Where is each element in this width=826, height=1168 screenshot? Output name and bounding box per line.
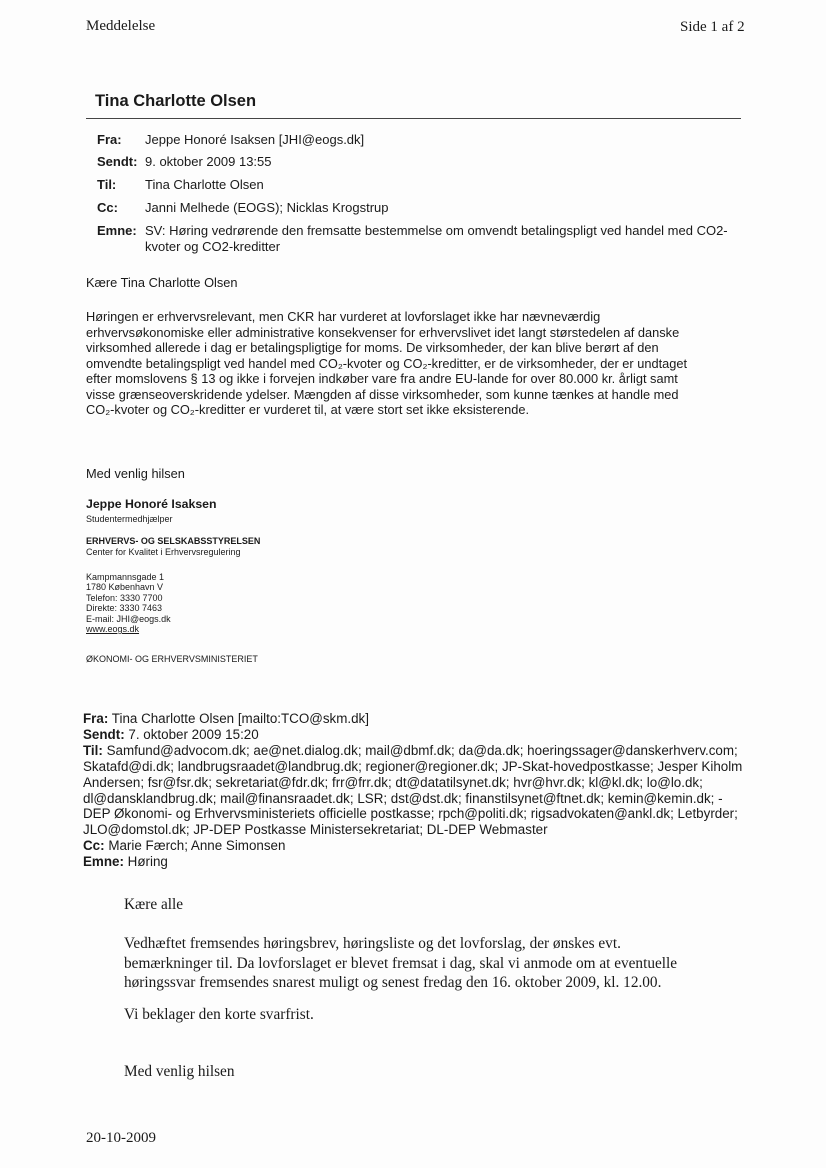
- fwd-subject-value: Høring: [127, 854, 168, 870]
- fwd-cc-row: [83, 838, 763, 854]
- page-header-title: Meddelelse: [86, 18, 156, 34]
- message-body: [86, 309, 746, 418]
- body-line: erhvervsøkonomiske eller administrative konsekvenser for erhvervslivet idet langt størstedelen af danske: [86, 324, 680, 340]
- fwd-sent-value: 7. oktober 2009 15:20: [128, 726, 259, 742]
- fwd-body-line: høringssvar fremsendes snarest muligt og senest fredag den 16. oktober 2009, kl. 12.00.: [124, 974, 662, 991]
- greeting: Kære Tina Charlotte Olsen: [86, 275, 238, 290]
- header-cc-row: [97, 200, 735, 216]
- fwd-regret-line: Vi beklager den korte svarfrist.: [124, 1006, 314, 1023]
- fwd-to-line: Samfund@advocom.dk; ae@net.dialog.dk; mail@dbmf.dk; da@da.dk; hoeringssager@danskerhverv.com;: [106, 742, 738, 758]
- header-cc-value: Janni Melhede (EOGS); Nicklas Krogstrup: [145, 200, 389, 215]
- header-to-key: Til:: [97, 177, 117, 192]
- signature-address-line: 1780 København V: [86, 582, 164, 593]
- fwd-to-key: Til:: [83, 742, 103, 758]
- signature-address-line: Direkte: 3330 7463: [86, 603, 163, 614]
- header-subject-value: SV: Høring vedrørende den fremsatte bestemmelse om omvendt betalingspligt ved handel med CO2-kvoter og CO2-kreditter: [145, 223, 728, 254]
- body-line: virksomhed allerede i dag er betalingspligtige for moms. De virksomheder, der kan blive berørt af den: [86, 340, 659, 355]
- fwd-cc-key: Cc:: [83, 838, 105, 854]
- header-from-key: Fra:: [97, 132, 122, 147]
- forwarded-headers: [83, 711, 763, 870]
- header-subject-row: [97, 223, 735, 255]
- header-from-row: [97, 132, 735, 148]
- signature-organization: ERHVERVS- OG SELSKABSSTYRELSEN: [86, 536, 261, 546]
- fwd-to-line: Skatafd@di.dk; landbrugsraadet@landbrug.dk; regioner@regioner.dk; JP-Skat-hovedpostkasse; Jesper Kiholm: [83, 758, 743, 774]
- body-line: CO₂-kvoter og CO₂-kreditter er vurderet til, at være stort set ikke eksisterende.: [86, 402, 530, 417]
- header-cc-key: Cc:: [97, 200, 118, 215]
- closing: Med venlig hilsen: [86, 466, 185, 481]
- signature-address-line: Telefon: 3330 7700: [86, 592, 163, 603]
- fwd-sent-key: Sendt:: [83, 726, 125, 742]
- fwd-subject-key: Emne:: [83, 854, 124, 870]
- signature-ministry: ØKONOMI- OG ERHVERVSMINISTERIET: [86, 654, 258, 664]
- fwd-from-value: Tina Charlotte Olsen [mailto:TCO@skm.dk]: [111, 711, 369, 726]
- header-sent-value: 9. oktober 2009 13:55: [145, 154, 272, 169]
- fwd-to-row: [83, 743, 763, 759]
- fwd-from-row: [83, 711, 763, 727]
- page-indicator: Side 1 af 2: [680, 19, 745, 35]
- fwd-body-line: Vedhæftet fremsendes høringsbrev, høringsliste og det lovforslag, der ønskes evt.: [124, 935, 621, 952]
- fwd-closing: Med venlig hilsen: [124, 1063, 235, 1080]
- header-from-value: Jeppe Honoré Isaksen [JHI@eogs.dk]: [145, 132, 365, 147]
- fwd-to-line: Andersen; fsr@fsr.dk; sekretariat@fdr.dk; frr@frr.dk; dt@datatilsynet.dk; hvr@hvr.dk; kl@kl.dk; lo@lo.dk;: [83, 774, 703, 790]
- body-line: Høringen er erhvervsrelevant, men CKR har vurderet at lovforslaget ikke har nævneværdig: [86, 309, 601, 324]
- signature-address-line: E-mail: JHI@eogs.dk: [86, 613, 171, 624]
- page-footer-date: 20-10-2009: [86, 1130, 156, 1146]
- fwd-to-line: dl@dansklandbrug.dk; mail@finansraadet.dk; LSR; dst@dst.dk; finanstilsynet@ftnet.dk; kemin@kemin.dk; -: [83, 790, 723, 806]
- signature-address-line: Kampmannsgade 1: [86, 572, 165, 582]
- fwd-from-key: Fra:: [83, 711, 109, 726]
- signature-address: [86, 572, 171, 634]
- body-line: omvendte betalingspligt ved handel med CO₂-kvoter og CO₂-kreditter, er de virksomheder, der er undtaget: [86, 355, 688, 371]
- fwd-greeting: Kære alle: [124, 896, 184, 913]
- header-to-value: Tina Charlotte Olsen: [145, 177, 264, 192]
- signature-role: Studentermedhjælper: [86, 514, 173, 524]
- website-link[interactable]: www.eogs.dk: [86, 624, 140, 635]
- fwd-body-line: bemærkninger til. Da lovforslaget er blevet fremsat i dag, skal vi anmode om at eventuelle: [124, 954, 678, 972]
- fwd-to-line: DEP Økonomi- og Erhvervsministeriets officielle postkasse; rpch@politi.dk; rigsadvokaten@ankl.dk; Letbyrder;: [83, 806, 738, 822]
- fwd-body: [124, 934, 764, 993]
- fwd-sent-row: [83, 727, 763, 743]
- fwd-to-line: JLO@domstol.dk; JP-DEP Postkasse Ministersekretariat; DL-DEP Webmaster: [83, 822, 548, 838]
- signature-unit: Center for Kvalitet i Erhvervsregulering: [86, 547, 241, 557]
- fwd-cc-value: Marie Færch; Anne Simonsen: [108, 838, 286, 854]
- header-sent-key: Sendt:: [97, 154, 138, 169]
- header-sent-row: [97, 154, 735, 170]
- fwd-subject-row: [83, 854, 763, 870]
- header-subject-key: Emne:: [97, 223, 137, 238]
- body-line: visse grænseoverskridende ydelser. Mængden af disse virksomheder, som kunne tænkes at handle med: [86, 386, 679, 402]
- header-to-row: [97, 177, 735, 193]
- body-line: efter momslovens § 13 og ikke i forvejen indkøber vare fra andre EU-lande for over 80.000 kr. årligt samt: [86, 371, 678, 386]
- signature-name: Jeppe Honoré Isaksen: [86, 497, 217, 511]
- sender-name-heading: Tina Charlotte Olsen: [95, 92, 257, 110]
- header-divider: [86, 118, 741, 119]
